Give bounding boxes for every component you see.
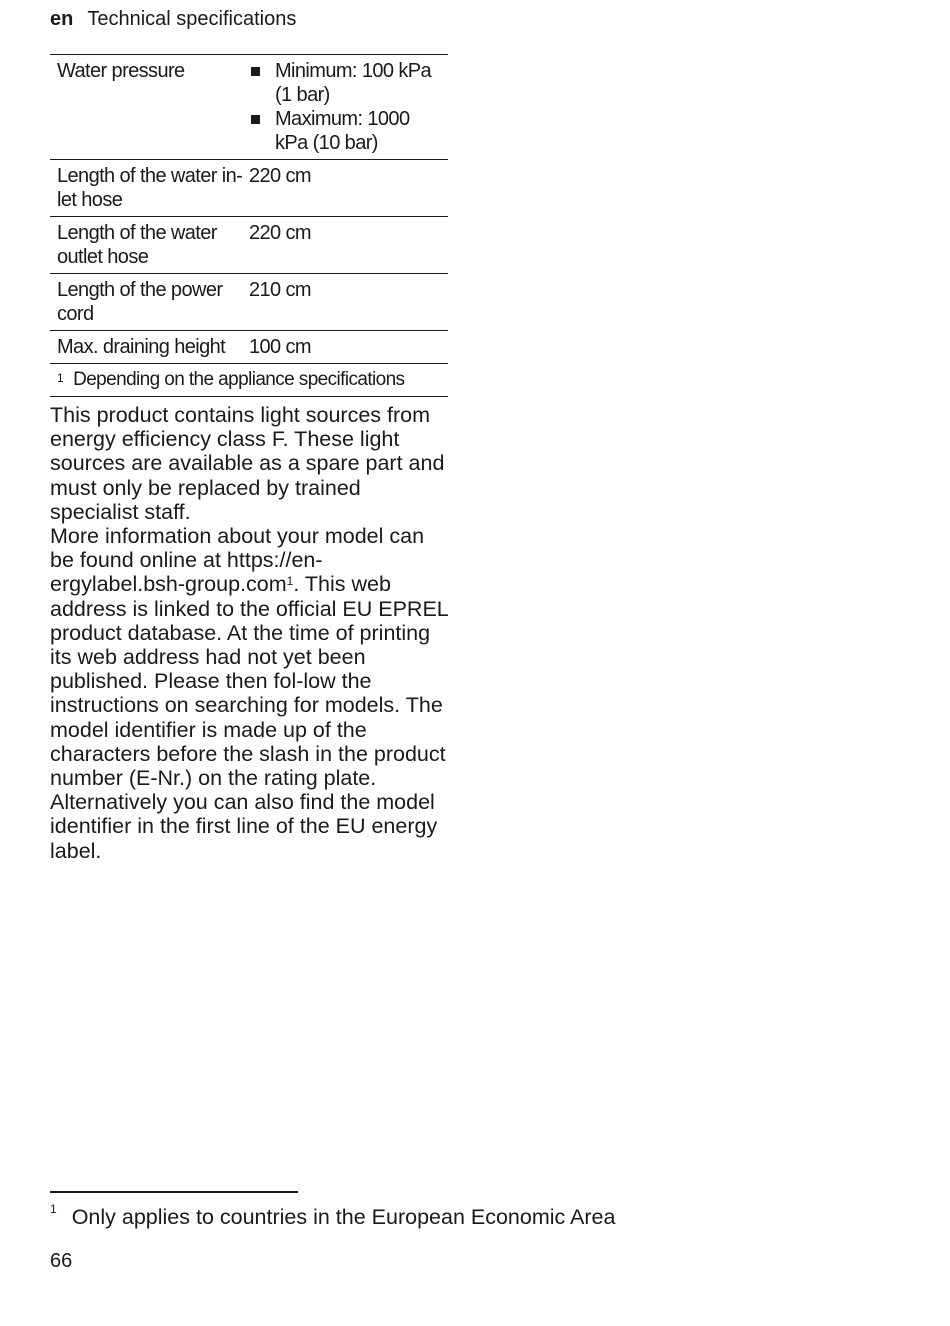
spec-value: 220 cm — [249, 160, 448, 217]
spec-label: Length of the water in-let hose — [50, 160, 249, 217]
table-row — [50, 274, 448, 331]
square-bullet-icon — [251, 67, 260, 76]
paragraph-light-sources: This product contains light sources from energy efficiency class F. These light sources are available as a spare part and must only be replaced by trained specialist staff. — [50, 403, 445, 524]
spec-label: Max. draining height — [50, 331, 249, 364]
footnote-marker: 1 — [50, 1202, 57, 1216]
table-row — [50, 217, 448, 274]
list-item — [249, 107, 442, 155]
table-row — [50, 331, 448, 364]
spec-label: Water pressure — [50, 55, 249, 160]
table-row — [50, 55, 448, 160]
page-header — [50, 8, 296, 31]
page-number: 66 — [50, 1250, 73, 1272]
spec-value: 210 cm — [249, 274, 448, 331]
spec-value — [249, 55, 448, 160]
table-footnote-row — [50, 364, 448, 397]
footnote-reference: 1 — [286, 574, 294, 589]
paragraph-text: More information about your model can be found online at https://en-ergylabel.bsh-group.com — [50, 524, 425, 597]
paragraph-model-info — [50, 524, 450, 863]
footnote-marker: 1 — [57, 371, 64, 385]
bullet-text: Maximum: 1000 kPa (10 bar) — [275, 108, 410, 154]
list-item — [249, 59, 442, 107]
square-bullet-icon — [251, 115, 260, 124]
footnote-divider — [50, 1191, 298, 1193]
language-code: en — [50, 8, 74, 30]
body-text — [50, 403, 450, 863]
spec-value: 220 cm — [249, 217, 448, 274]
table-row — [50, 160, 448, 217]
spec-label: Length of the power cord — [50, 274, 249, 331]
spec-label: Length of the water outlet hose — [50, 217, 249, 274]
paragraph-text: . This web address is linked to the official EU EPREL product database. At the time of printing its web address had not yet been published. Please then fol-low the instructions on searching for models. The model identifier is made up of the characters before the slash in the product number (E-Nr.) on the rating plate. Alternatively you can also find the model identifier in the first line of the EU energy label. — [50, 572, 448, 863]
bullet-list — [249, 59, 442, 155]
spec-value: 100 cm — [249, 331, 448, 364]
section-title: Technical specifications — [87, 8, 297, 30]
page-footnote — [50, 1202, 616, 1230]
table-footnote-text: Depending on the appliance specifications — [73, 369, 405, 390]
bullet-text: Minimum: 100 kPa (1 bar) — [275, 60, 432, 106]
table-footnote — [50, 364, 448, 397]
footnote-text: Only applies to countries in the European Economic Area — [71, 1205, 616, 1229]
spec-table — [50, 54, 448, 397]
